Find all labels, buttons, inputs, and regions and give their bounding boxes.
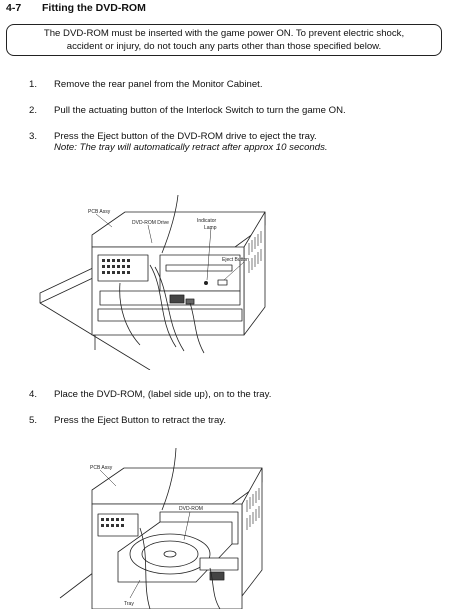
- section-number: 4-7: [6, 2, 22, 14]
- warning-line-2: accident or injury, do not touch any parts other than those specified below.: [66, 41, 382, 52]
- label-dvd-rom-drive: DVD-ROM Drive: [132, 220, 169, 226]
- label-pcb-assy: PCB Assy: [90, 465, 113, 471]
- step-text: Pull the actuating button of the Interlock Switch to turn the game ON.: [54, 105, 346, 116]
- step-text: Place the DVD-ROM, (label side up), on to the tray.: [54, 389, 272, 400]
- step-text: Press the Eject Button to retract the tray.: [54, 415, 227, 426]
- step-5: [29, 415, 226, 426]
- figure-dvd-drive-closed: [0, 195, 450, 370]
- step-note: Note: The tray will automatically retract after approx 10 seconds.: [54, 142, 328, 153]
- lower-board: [200, 558, 238, 570]
- label-pcb-assy: PCB Assy: [88, 209, 111, 215]
- step-text: Remove the rear panel from the Monitor Cabinet.: [54, 79, 263, 90]
- warning-line-1: The DVD-ROM must be inserted with the game power ON. To prevent electric shock,: [43, 28, 405, 39]
- step-number: 5.: [29, 415, 38, 426]
- section-heading: [6, 2, 146, 14]
- switch-block: [170, 295, 184, 303]
- cabinet-top: [92, 212, 265, 247]
- indicator-lamp: [204, 281, 207, 284]
- step-1: [29, 79, 263, 90]
- step-number: 3.: [29, 131, 38, 142]
- base-plate: [40, 267, 95, 303]
- step-3: [29, 131, 328, 153]
- dvd-disc-hole: [164, 551, 176, 557]
- step-4: [29, 389, 271, 400]
- figure-dvd-tray-open: [0, 448, 450, 609]
- step-number: 1.: [29, 79, 38, 90]
- label-eject-button: Eject Button: [222, 257, 249, 263]
- step-text: Press the Eject button of the DVD-ROM drive to eject the tray.: [54, 131, 317, 142]
- step-2: [29, 105, 346, 116]
- step-number: 2.: [29, 105, 38, 116]
- step-number: 4.: [29, 389, 38, 400]
- label-indicator-line2: Lamp: [204, 225, 217, 231]
- label-tray: Tray: [124, 601, 134, 607]
- label-dvd-rom: DVD-ROM: [179, 506, 203, 512]
- section-title: Fitting the DVD-ROM: [42, 2, 146, 14]
- warning-box: [6, 24, 442, 56]
- label-indicator-line1: Indicator: [197, 218, 217, 224]
- cabinet-top: [92, 468, 262, 504]
